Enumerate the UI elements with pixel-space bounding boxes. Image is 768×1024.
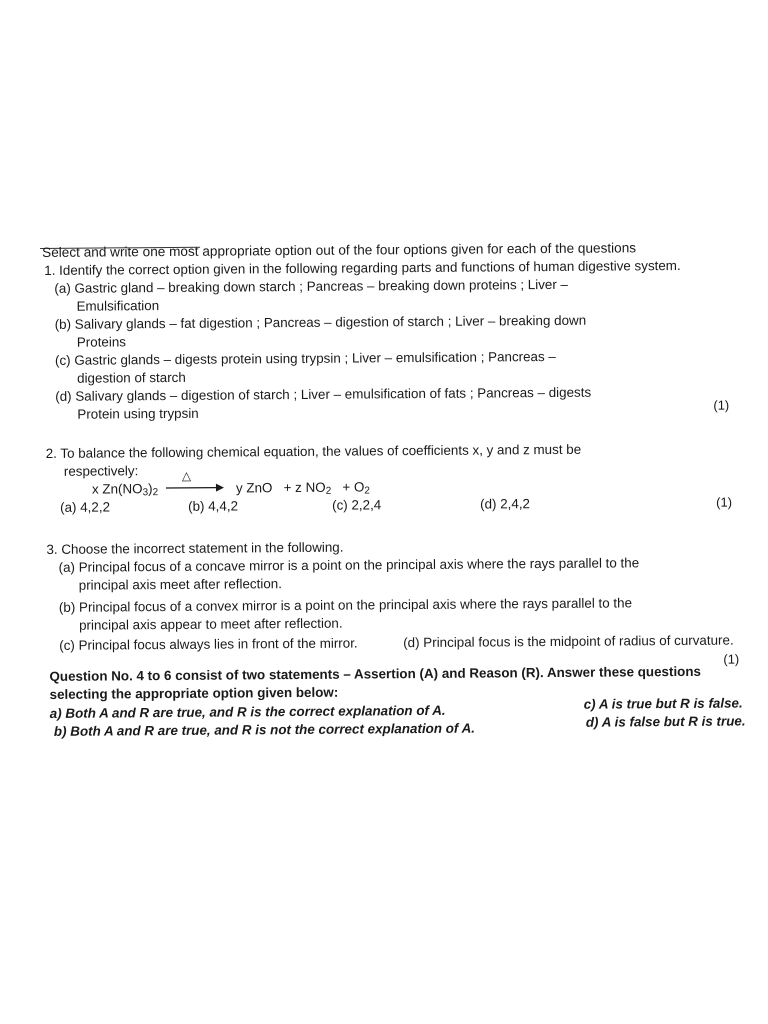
q1-marks: (1): [713, 397, 730, 413]
q1-option-c-cont: digestion of starch: [77, 369, 186, 386]
q1-option-d: (d) Salivary glands – digestion of starch ; Liver – emulsification of fats ; Pancreas – digests: [55, 384, 592, 404]
ar-option-c: c) A is true but R is false.: [583, 695, 743, 712]
q2-product-o2: + $O_2$: [342, 479, 370, 497]
q1-option-c: (c) Gastric glands – digests protein using trypsin ; Liver – emulsification ; Pancreas –: [54, 348, 556, 368]
q2-reactant: x $Zn(NO_3)_2$: [91, 481, 159, 499]
q1-option-b: (b) Salivary glands – fat digestion ; Pancreas – digestion of starch ; Liver – breaking down: [54, 312, 587, 332]
q1-option-a-cont: Emulsification: [76, 298, 160, 314]
q3-stem: 3. Choose the incorrect statement in the following.: [46, 539, 344, 557]
q2-option-b: (b) 4,4,2: [188, 498, 239, 514]
ar-intro: Question No. 4 to 6 consist of two statements – Assertion (A) and Reason (R). Answer these questions: [49, 663, 702, 684]
ar-option-a: a) Both A and R are true, and R is the correct explanation of A.: [49, 702, 446, 721]
q2-stem: 2. To balance the following chemical equation, the values of coefficients x, y and z must be: [45, 441, 582, 461]
q3-option-c: (c) Principal focus always lies in front of the mirror.: [59, 635, 358, 653]
q2-equation: [92, 480, 158, 500]
q3-option-a: (a) Principal focus of a concave mirror is a point on the principal axis where the rays parallel to the: [58, 555, 640, 575]
q2-option-d: (d) 2,4,2: [480, 496, 531, 512]
q1-option-a: (a) Gastric gland – breaking down starch ; Pancreas – breaking down proteins ; Liver –: [54, 276, 569, 296]
q1-option-b-cont: Proteins: [76, 334, 127, 350]
q3-option-d: (d) Principal focus is the midpoint of radius of curvature.: [403, 632, 734, 651]
q3-option-a-cont: principal axis meet after reflection.: [78, 576, 282, 593]
question-sheet: [40, 232, 760, 739]
q2-marks: (1): [716, 494, 733, 510]
q2-product-zno: y ZnO: [235, 480, 273, 496]
q3-option-b-cont: principal axis appear to meet after reflection.: [78, 615, 343, 633]
q3-marks: (1): [723, 651, 740, 667]
q2-stem-cont: respectively:: [63, 463, 139, 479]
q1-option-d-cont: Protein using trypsin: [77, 405, 199, 422]
q2-option-c: (c) 2,2,4: [332, 497, 382, 513]
heat-symbol: △: [181, 468, 192, 483]
q2-product-no2: + z $NO_2$: [283, 479, 332, 497]
ar-option-d: d) A is false but R is true.: [585, 713, 746, 730]
q2-option-a: (a) 4,2,2: [60, 499, 111, 515]
q1-stem: 1. Identify the correct option given in the following regarding parts and functions of human digestive system.: [44, 257, 681, 278]
ar-intro-cont: selecting the appropriate option given below:: [49, 684, 339, 702]
ar-option-b: b) Both A and R are true, and R is not the correct explanation of A.: [53, 720, 476, 739]
q3-option-b: (b) Principal focus of a convex mirror is a point on the principal axis where the rays parallel to the: [58, 595, 633, 615]
instructions-text: Select and write one most appropriate option out of the four options given for each of the questions: [42, 240, 637, 260]
